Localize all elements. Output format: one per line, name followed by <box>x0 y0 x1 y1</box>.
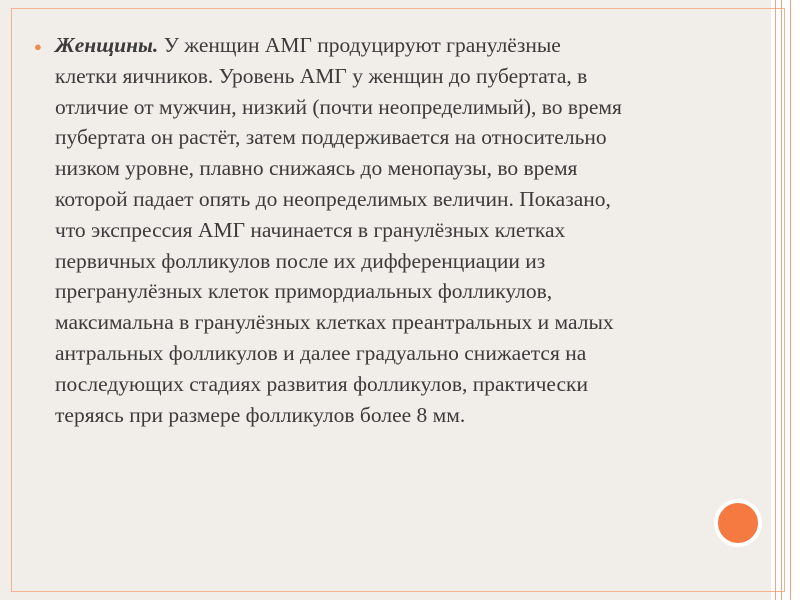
paragraph <box>55 30 622 430</box>
lead-term: Женщины. <box>55 33 159 57</box>
text-block <box>34 30 774 430</box>
decorative-line <box>790 0 791 600</box>
bullet-dot-icon: ● <box>34 39 42 54</box>
decorative-line <box>775 0 776 600</box>
decorative-line <box>781 0 782 600</box>
accent-circle-icon <box>714 499 762 547</box>
body-text: У женщин АМГ продуцируют гранулёзные клетки яичников. Уровень АМГ у женщин до пубертата, в отличие от мужчин, низкий (почти неопределимый), во время пубертата он растёт, затем поддерживается на относительно низком уровне, плавно снижаясь до менопаузы, во время которой падает опять до неопределимых величин. Показано, что экспрессия АМГ начинается в гранулёзных клетках первичных фолликулов после их дифференциации из прегранулёзных клеток примордиальных фолликулов, максимальна в гранулёзных клетках преантральных и малых антральных фолликулов и далее градуально снижается на последующих стадиях развития фолликулов, практически теряясь при размере фолликулов более 8 мм. <box>55 33 622 427</box>
